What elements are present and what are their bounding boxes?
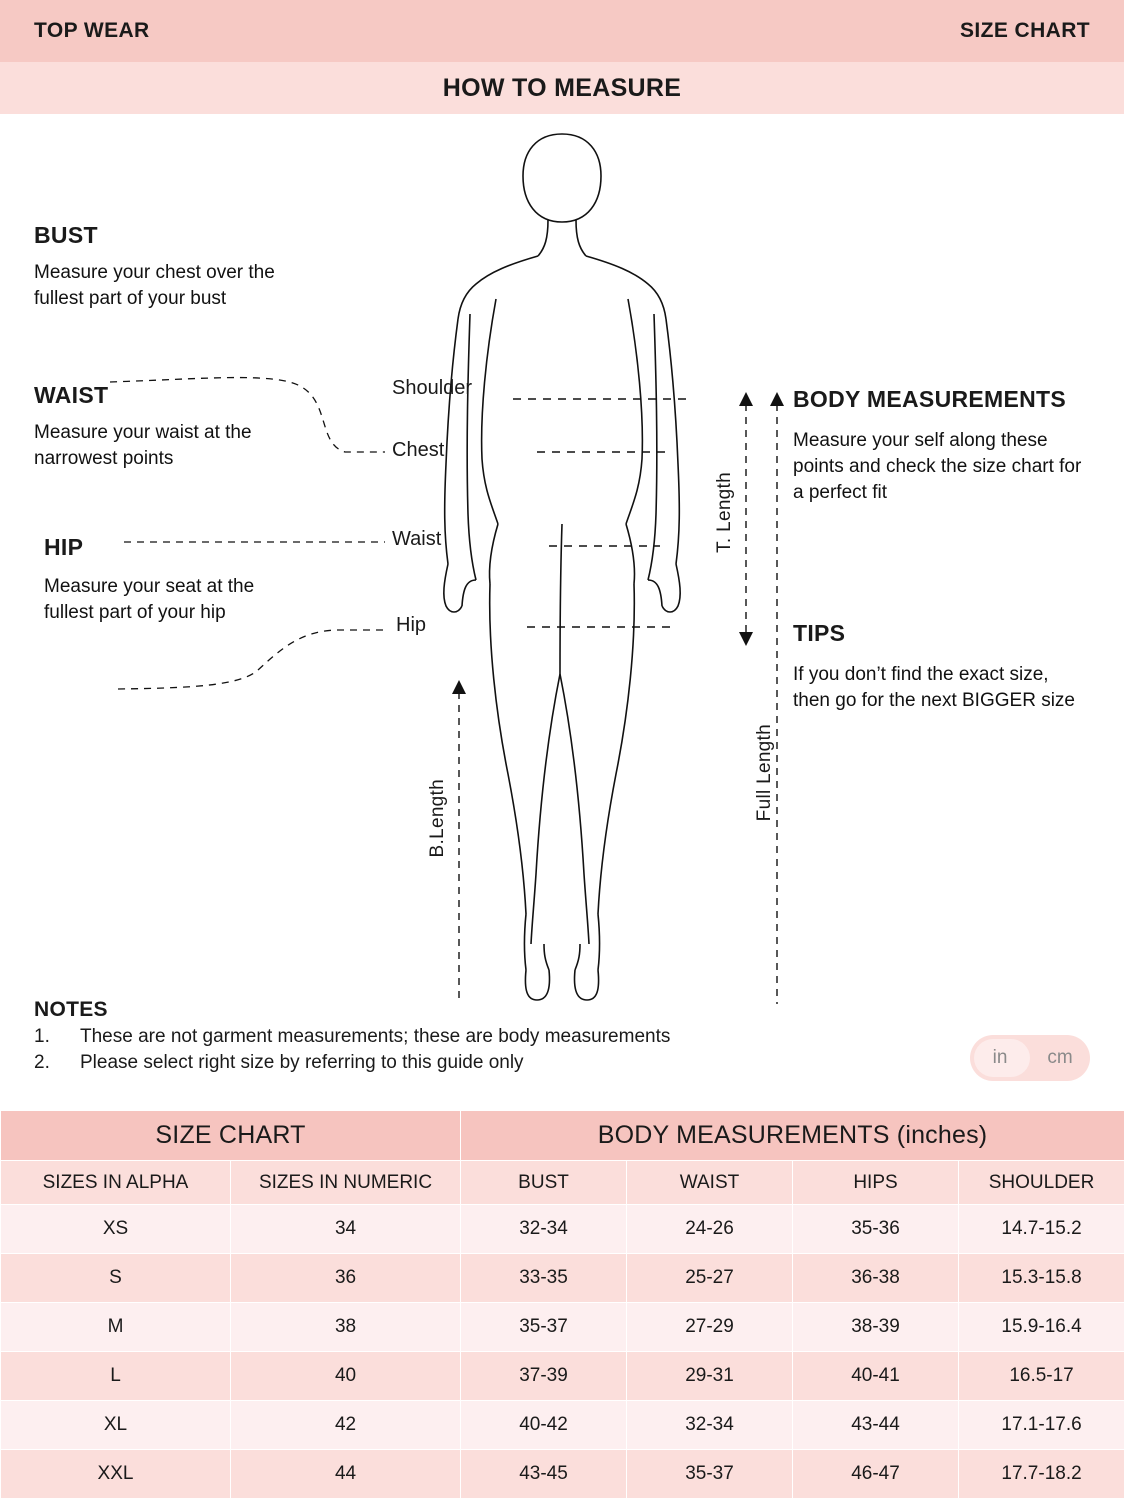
bust-label: BUST <box>34 222 98 248</box>
figure-label-waist: Waist <box>392 528 442 550</box>
column-header-hips: HIPS <box>793 1161 959 1205</box>
table-row <box>1 1205 1124 1254</box>
waist-label: WAIST <box>34 382 109 408</box>
cell-shoulder: 16.5-17 <box>959 1352 1124 1401</box>
cell-hips: 38-39 <box>793 1303 959 1352</box>
figure-label-hip: Hip <box>396 614 427 636</box>
note-text: These are not garment measurements; these are body measurements <box>80 1026 671 1047</box>
cell-hips: 43-44 <box>793 1401 959 1450</box>
figure-label-shoulder: Shoulder <box>392 377 473 399</box>
cell-size-alpha: XXL <box>1 1450 231 1499</box>
cell-size-alpha: M <box>1 1303 231 1352</box>
cell-size-numeric: 38 <box>231 1303 461 1352</box>
hip-label: HIP <box>44 534 84 560</box>
unit-option-inches[interactable]: in <box>992 1047 1008 1068</box>
cell-bust: 33-35 <box>461 1254 627 1303</box>
column-header-waist: WAIST <box>627 1161 793 1205</box>
figure-label-t-length: T. Length <box>714 472 735 553</box>
cell-size-numeric: 34 <box>231 1205 461 1254</box>
cell-waist: 24-26 <box>627 1205 793 1254</box>
figure-illustration <box>0 114 1124 1004</box>
figure-label-full-length: Full Length <box>754 724 775 822</box>
cell-waist: 25-27 <box>627 1254 793 1303</box>
cell-waist: 29-31 <box>627 1352 793 1401</box>
note-text: Please select right size by referring to this guide only <box>80 1052 524 1073</box>
cell-size-alpha: XL <box>1 1401 231 1450</box>
table-row <box>1 1352 1124 1401</box>
cell-waist: 27-29 <box>627 1303 793 1352</box>
cell-size-numeric: 40 <box>231 1352 461 1401</box>
body-measurements-description: Measure your self along these points and check the size chart for a perfect fit <box>793 430 1082 503</box>
cell-shoulder: 15.3-15.8 <box>959 1254 1124 1303</box>
cell-bust: 37-39 <box>461 1352 627 1401</box>
cell-bust: 40-42 <box>461 1401 627 1450</box>
header-category-label: TOP WEAR <box>34 19 150 42</box>
note-number: 2. <box>34 1052 50 1073</box>
note-item <box>34 1050 934 1076</box>
tips-description: If you don’t find the exact size, then go for the next BIGGER size <box>793 664 1075 711</box>
cell-hips: 40-41 <box>793 1352 959 1401</box>
size-chart-table <box>0 1110 1124 1499</box>
how-to-measure-title: HOW TO MEASURE <box>442 73 682 102</box>
cell-bust: 35-37 <box>461 1303 627 1352</box>
table-row <box>1 1254 1124 1303</box>
cell-hips: 36-38 <box>793 1254 959 1303</box>
cell-size-numeric: 36 <box>231 1254 461 1303</box>
cell-size-alpha: XS <box>1 1205 231 1254</box>
waist-description: Measure your waist at the narrowest points <box>34 422 252 469</box>
figure-label-chest: Chest <box>392 439 445 461</box>
unit-option-cm[interactable]: cm <box>1047 1047 1073 1068</box>
cell-hips: 35-36 <box>793 1205 959 1254</box>
unit-toggle[interactable] <box>970 1035 1090 1081</box>
column-header-sizes-alpha: SIZES IN ALPHA <box>1 1161 231 1205</box>
table-row <box>1 1303 1124 1352</box>
cell-waist: 32-34 <box>627 1401 793 1450</box>
how-to-measure-bar <box>0 62 1124 114</box>
table-row <box>1 1450 1124 1499</box>
cell-size-alpha: S <box>1 1254 231 1303</box>
note-item <box>34 1024 934 1050</box>
notes-title: NOTES <box>34 998 108 1021</box>
group-header-size-chart: SIZE CHART <box>1 1111 461 1161</box>
cell-size-numeric: 42 <box>231 1401 461 1450</box>
hip-description: Measure your seat at the fullest part of your hip <box>44 576 255 623</box>
notes-section <box>34 998 934 1076</box>
cell-size-numeric: 44 <box>231 1450 461 1499</box>
column-header-sizes-numeric: SIZES IN NUMERIC <box>231 1161 461 1205</box>
cell-bust: 43-45 <box>461 1450 627 1499</box>
table-group-header-row <box>1 1111 1124 1161</box>
cell-shoulder: 14.7-15.2 <box>959 1205 1124 1254</box>
header-title-label: SIZE CHART <box>960 19 1090 42</box>
body-measurements-label: BODY MEASUREMENTS <box>793 386 1067 412</box>
table-row <box>1 1401 1124 1450</box>
note-number: 1. <box>34 1026 50 1047</box>
cell-waist: 35-37 <box>627 1450 793 1499</box>
cell-shoulder: 17.7-18.2 <box>959 1450 1124 1499</box>
column-header-bust: BUST <box>461 1161 627 1205</box>
table-column-header-row <box>1 1161 1124 1205</box>
bust-description: Measure your chest over the fullest part of your bust <box>34 262 275 309</box>
figure-label-b-length: B.Length <box>427 779 448 858</box>
column-header-shoulder: SHOULDER <box>959 1161 1124 1205</box>
group-header-body-measurements: BODY MEASUREMENTS (inches) <box>461 1111 1124 1161</box>
page-header-bar <box>0 0 1124 62</box>
measurement-diagram <box>0 114 1124 1004</box>
cell-bust: 32-34 <box>461 1205 627 1254</box>
cell-size-alpha: L <box>1 1352 231 1401</box>
cell-shoulder: 15.9-16.4 <box>959 1303 1124 1352</box>
tips-label: TIPS <box>793 620 846 646</box>
cell-shoulder: 17.1-17.6 <box>959 1401 1124 1450</box>
cell-hips: 46-47 <box>793 1450 959 1499</box>
